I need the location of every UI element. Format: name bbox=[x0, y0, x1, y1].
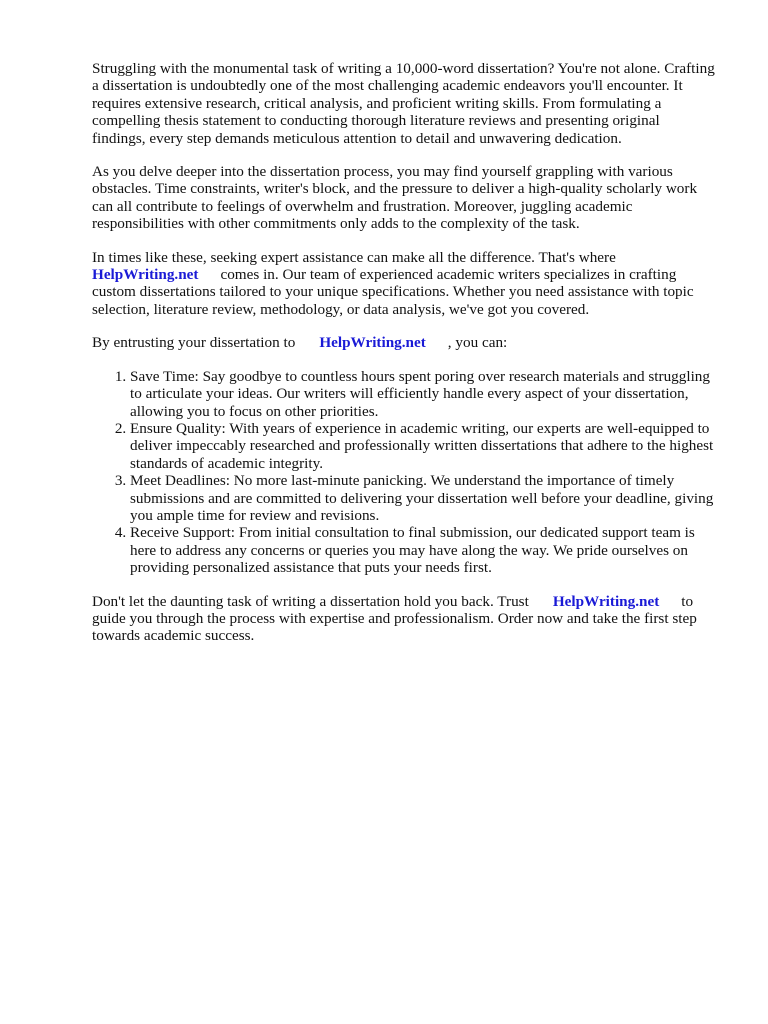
assistance-text-after: comes in. Our team of experienced academic writers specializes in crafting custom dissertations tailored to your unique specifications. Whether you need assistance with topic selection, literature review, methodology, or data analysis, we've got you covered. bbox=[92, 266, 694, 318]
intro-paragraph bbox=[92, 60, 716, 147]
closing-text-after: to guide you through the process with expertise and professionalism. Order now and take the first step towards academic success. bbox=[92, 592, 697, 645]
assistance-text-before: In times like these, seeking expert assistance can make all the difference. That's where bbox=[92, 248, 616, 266]
intro-text: Struggling with the monumental task of writing a 10,000-word dissertation? You're not alone. Crafting a dissertation is undoubtedly one of the most challenging academic endeavors you'll encounter. It requires extensive research, critical analysis, and proficient writing skills. From formulating a compelling thesis statement to conducting thorough literature reviews and presenting original findings, every step demands meticulous attention to detail and unwavering dedication. bbox=[92, 60, 715, 147]
list-item: 3. Meet Deadlines: No more last-minute panicking. We understand the importance of timely submissions and are committed to delivering your dissertation well before your deadline, giving you ample time for review and revisions. bbox=[130, 472, 716, 524]
assistance-paragraph bbox=[92, 249, 716, 319]
helpwriting-link-3[interactable]: HelpWriting.net bbox=[552, 592, 660, 610]
entrusting-text-before: By entrusting your dissertation to bbox=[92, 334, 296, 352]
entrusting-paragraph bbox=[92, 334, 716, 351]
closing-text-before: Don't let the daunting task of writing a dissertation hold you back. Trust bbox=[92, 592, 529, 610]
obstacles-paragraph bbox=[92, 163, 716, 233]
obstacles-text: As you delve deeper into the dissertation process, you may find yourself grappling with various obstacles. Time constraints, writer's block, and the pressure to deliver a high-quality scholarly work can all contribute to feelings of overwhelm and frustration. Moreover, juggling academic responsibilities with other commitments only adds to the complexity of the task. bbox=[92, 163, 698, 233]
helpwriting-link-2[interactable]: HelpWriting.net bbox=[319, 334, 426, 352]
helpwriting-link-1[interactable]: HelpWriting.net bbox=[92, 266, 199, 284]
benefits-list bbox=[92, 368, 716, 577]
closing-paragraph bbox=[92, 593, 716, 645]
list-item: 4. Receive Support: From initial consultation to final submission, our dedicated support team is here to address any concerns or queries you may have along the way. We pride ourselves on providing personalized assistance that puts your needs first. bbox=[130, 524, 716, 576]
list-item: 2. Ensure Quality: With years of experience in academic writing, our experts are well-equipped to deliver impeccably researched and professionally written dissertations that adhere to the highest standards of academic integrity. bbox=[130, 420, 716, 472]
list-item: 1. Save Time: Say goodbye to countless hours spent poring over research materials and struggling to articulate your ideas. Our writers will efficiently handle every aspect of your dissertation, allowing you to focus on other priorities. bbox=[130, 368, 716, 420]
document-body bbox=[92, 60, 716, 661]
entrusting-text-after: , you can: bbox=[447, 334, 508, 352]
